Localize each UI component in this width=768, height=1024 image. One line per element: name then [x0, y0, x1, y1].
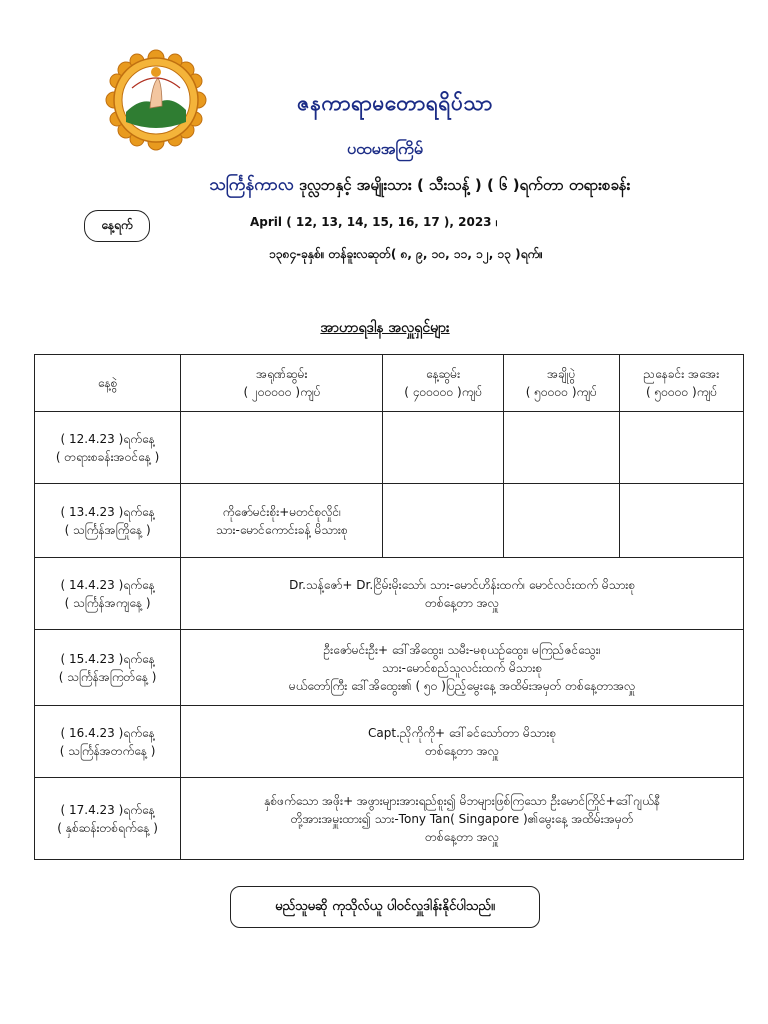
day-label: ( သင်္ကြန်အကြိုနေ့ ) [64, 522, 151, 537]
dessert-cell [503, 484, 619, 558]
evening-cell [619, 484, 743, 558]
morning-cell [181, 412, 383, 484]
table-row [35, 778, 744, 860]
donor-line: တစ်နေ့တာ အလှူ [425, 595, 500, 610]
header-evening-label: ညနေခင်း အအေး [643, 367, 720, 381]
header-date-label: နေ့စွဲ [97, 376, 118, 390]
header-noon-meal [383, 355, 503, 412]
day-cell [35, 630, 181, 706]
invitation-note: မည်သူမဆို ကုသိုလ်ယူ ပါဝင်လှူဒါန်းနိုင်ပါသည်။ [230, 886, 540, 928]
day-label: ( သင်္ကြန်အကြတ်နေ့ ) [58, 669, 157, 684]
header-dessert [503, 355, 619, 412]
table-row [35, 558, 744, 630]
donor-line: တို့အားအမှူးထား၍ သား-Tony Tan( Singapore )၏မွေးနေ့ အထိမ်းအမှတ် [290, 811, 634, 826]
page-subtitle: ပထမအကြိမ် [347, 139, 423, 158]
header-evening-amount: ( ၅၀၀၀၀ )ကျပ် [645, 385, 717, 399]
donation-schedule-table [34, 354, 744, 860]
day-label: ( သင်္ကြန်အကျနေ့ ) [64, 595, 151, 610]
table-row [35, 706, 744, 778]
donor-line: Dr.သန့်ဇော်+ Dr.ငြိမ်းမိုးသော်၊ သား-မောင်ဟိန်းထက်၊ မောင်လင်းထက် မိသားစု [289, 577, 636, 592]
donor-line: နှစ်ဖက်သော အဖိုး+ အဖွားများအားရည်စူး၍ မိဘများဖြစ်ကြသော ဦးမောင်ကြိုင်+ဒေါ်ဂျယ်နီ [264, 793, 660, 808]
day-cell [35, 778, 181, 860]
donor-line: တစ်နေ့တာ အလှူ [425, 829, 500, 844]
date-label-pill: နေ့ရက် [84, 210, 150, 242]
heading-text: ဒုလ္လဘနှင့် အမျိုးသား ( သီးသန့် ) ( ၆ )ရက်တာ တရားစခန်း [293, 176, 631, 194]
full-day-donor-cell [181, 706, 744, 778]
evening-cell [619, 412, 743, 484]
noon-cell [383, 412, 503, 484]
day-cell [35, 412, 181, 484]
dessert-cell [503, 412, 619, 484]
table-row [35, 412, 744, 484]
heading-highlight: သင်္ကြန်ကာလ [209, 175, 294, 195]
header-noon-amount: ( ၄၀၀၀၀၀ )ကျပ် [404, 385, 482, 399]
day-date: ( 12.4.23 )ရက်နေ့ [60, 431, 155, 446]
table-row [35, 484, 744, 558]
day-date: ( 14.4.23 )ရက်နေ့ [60, 577, 155, 592]
day-label: ( တရားစခန်းအဝင်နေ့ ) [55, 449, 160, 464]
table-row [35, 630, 744, 706]
header-morning-meal [181, 355, 383, 412]
full-day-donor-cell [181, 778, 744, 860]
retreat-heading [160, 174, 680, 199]
day-date: ( 15.4.23 )ရက်နေ့ [60, 651, 155, 666]
donor-line: ကိုဇော်မင်းစိုး+မတင်စုလှိုင်၊ [222, 504, 342, 519]
day-date: ( 16.4.23 )ရက်နေ့ [60, 725, 155, 740]
morning-cell [181, 484, 383, 558]
header-date [35, 355, 181, 412]
header-morning-amount: ( ၂၀၀၀၀၀ )ကျပ် [243, 385, 321, 399]
header-noon-label: နေ့ဆွမ်း [425, 367, 461, 381]
header-dessert-amount: ( ၅၀၀၀၀ )ကျပ် [525, 385, 597, 399]
day-label: ( သင်္ကြန်အတက်နေ့ ) [59, 743, 156, 758]
full-day-donor-cell [181, 630, 744, 706]
english-date-line: April ( 12, 13, 14, 15, 16, 17 ), 2023 ၊ [250, 215, 498, 229]
myanmar-date-line: ၁၃၈၄-ခုနှစ်။ တန်ခူးလဆုတ်( ၈, ၉, ၁၀, ၁၁, ၁၂, ၁၃ )ရက်။ [269, 247, 543, 261]
header-dessert-label: အချိုပွဲ [547, 367, 576, 381]
header-evening-drink [619, 355, 743, 412]
table-header-row [35, 355, 744, 412]
day-cell [35, 706, 181, 778]
donor-line: တစ်နေ့တာ အလှူ [425, 743, 500, 758]
day-date: ( 17.4.23 )ရက်နေ့ [60, 802, 155, 817]
monastery-title: ဇနကာရာမတောရရိပ်သာ [297, 91, 493, 115]
full-day-donor-cell [181, 558, 744, 630]
donors-heading: အာဟာရဒါန အလှူရှင်များ [320, 320, 450, 336]
day-label: ( နှစ်ဆန်းတစ်ရက်နေ့ ) [57, 820, 158, 835]
donor-line: သား-မောင်ကောင်းခန့် မိသားစု [215, 522, 348, 537]
header-morning-label: အရုဏ်ဆွမ်း [256, 367, 308, 381]
monastery-logo-icon [104, 48, 208, 152]
donor-line: ဦးဇော်မင်းဦး+ ဒေါ်အိထွေး၊ သမီး-မစုယဉ်ထွေး၊ မကြည်ဇင်သွေး၊ [323, 642, 601, 657]
noon-cell [383, 484, 503, 558]
donor-line: သား-မောင်စည်သူလင်းထက် မိသားစု [382, 660, 543, 675]
day-date: ( 13.4.23 )ရက်နေ့ [60, 504, 155, 519]
day-cell [35, 484, 181, 558]
day-cell [35, 558, 181, 630]
donor-line: Capt.ညိုကိုကို+ ဒေါ်ခင်သော်တာ မိသားစု [368, 725, 557, 740]
donor-line: မယ်တော်ကြီး ဒေါ်အိထွေး၏ ( ၅၀ )ပြည့်မွေးနေ့ အထိမ်းအမှတ် တစ်နေ့တာအလှူ [288, 678, 636, 693]
